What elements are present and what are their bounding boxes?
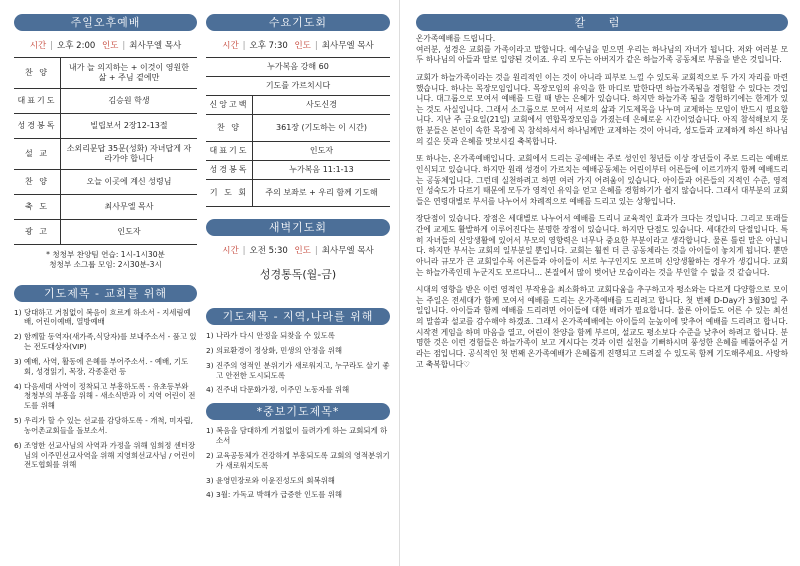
service-leader: 최사무엘 목사 — [129, 41, 182, 51]
time-label: 시간 — [29, 41, 47, 51]
list-item: 4) 진주내 다문화가정, 이주민 노동자를 위해 — [206, 385, 350, 395]
table-cell: 361장 (기도하는 이 시간) — [253, 115, 391, 142]
prayer-nation-title: 기도제목 - 지역,나라를 위해 — [206, 308, 390, 325]
wednesday-service-title: 수요기도회 — [206, 14, 390, 31]
table-cell: 찬 양 — [14, 170, 61, 195]
list-item: 4) 3월: 가독교 박해가 급증한 인도를 위해 — [206, 490, 343, 500]
table-row — [206, 115, 390, 142]
table-row — [14, 58, 197, 89]
list-item: 5) 우리가 할 수 있는 선교를 감당하도록 - 개척, 미자립, 농어촌교회들을 돌보소서. — [14, 416, 193, 435]
prayer-church-title: 기도제목 - 교회를 위해 — [14, 285, 197, 302]
table-row — [14, 89, 197, 114]
list-item: 3) 진주의 영적인 분위기가 새로워지고, 누구라도 살기 좋고 안전한 도시되도록 — [206, 360, 390, 380]
table-cell: 내가 늘 의지하는 + 이것이 영원한 삶 + 주님 곁에만 — [61, 58, 198, 89]
column-paragraph: 시대의 영향을 받은 이런 영적인 부작용을 최소화하고 교회다움을 추구하고자 평소와는 다르게 다양함으로 모이는 주일은 전세대가 함께 모여서 예배를 드리는 온가족예배를 드리려고 합니다. 첫 번째 D-Day가 3월30일 주일입니다. 아이들과 함께 예배를 드리려면 어이들에 대한 배려가 필요합니다. 물론 아이들도 어른 수 있는 최선의 말씀과 설교를 감수해야 하겠죠. 그래서 온가족예배에는 아이들의 눈높이에 맞추어 예배를 드리려고 합니다. 시작전 게임을 하며 마음을 열고, 어린이 찬양을 함께 부르며, 설교도 평소보다 수준을 낮추어 하려고 합니다. 분명한 것은 이런 경험들은 하늘가족이 보고 게시다는 것과 이런 실천을 기뻐하시며 풍성한 은혜를 베풀어주실 거라는 점입니다. 공식적인 첫 번째 온가족예배가 은혜롭게 진행되고 드려질 수 있도록 함께 기도해주세요. 사랑하고 축복합니다♡ — [416, 285, 788, 369]
list-item: 3) 윤영민장로와 이윤진성도의 회복위해 — [206, 475, 335, 485]
table-cell: 찬 양 — [14, 58, 61, 89]
column-paragraph: 또 하나는, 온가족예배입니다. 교회에서 드리는 공예배는 주로 성인인 청년들 이상 장년들이 주로 드리는 예배로 인식되고 있습니다. 하지만 원래 성경이 가르치는 예배공동체는 어린이부터 어른들에 이르기까지 함께 예배드리는 공동체입니다. 그런데 실천하려고 하면 여러 가지 어려움이 있습니다. 아이들과 어른들의 지적인 수준, 영적인 성숙도가 다르기 때문에 모두가 영적인 유익을 얻고 은혜를 경험하기가 쉽지 않습니다. 그래서 대부분의 교회들은 연령대별로 부서를 나누어서 차례적으로 예배를 드리고 있는 상황입니다. — [416, 154, 788, 206]
right-page — [402, 0, 800, 566]
page-divider — [399, 0, 400, 566]
list-item: 4) 다음세대 사역이 정착되고 부흥하도록 - 유초등부와 청청부의 부흥을 위해 - 새소식반과 이 지역 어린이 전도를 위해 — [14, 381, 196, 411]
prayer-nation-list — [206, 331, 390, 395]
table-row — [206, 142, 390, 161]
service-time: 오후 2:00 — [57, 41, 96, 51]
wednesday-order-table — [206, 57, 390, 207]
prayer-church-list — [14, 308, 197, 471]
dawn-service-info: 시간 | 오전 5:30 인도 | 최사무엘 목사 — [222, 246, 374, 256]
list-item: 1) 복음을 담대하게 거침없이 들려가게 하는 교회되게 하소서 — [206, 426, 388, 446]
list-item: 2) 교육공동체가 건강하게 부흥되도록 교회의 영적분위기가 새로워지도록 — [206, 450, 390, 470]
list-item: 1) 나라가 다시 안정을 되찾을 수 있도록 — [206, 331, 335, 340]
table-cell: 광 고 — [14, 220, 61, 245]
table-row — [14, 139, 197, 170]
table-cell: 오늘 이곳에 계신 성령님 — [61, 170, 198, 195]
leader-label: 인도 — [101, 41, 119, 51]
list-item: 2) 함께할 동역자(새가족,식당자)를 보내주소서 - 품고 있는 전도대상자(VIP) — [14, 332, 197, 352]
column-paragraph: 교회가 하늘가족이라는 것을 원리적인 이는 것이 아니라 피부로 느낄 수 있도록 교회적으로 두 가지 자리를 마련했습니다. 하나는 목장모임입니다. 목장모임의 유익을 한 마디로 말한다면 하늘가족됨을 경험할 수 있다는 것입니다. 대그룹으로 모여서 예배를 드릴 때 받는 은혜가 있습니다. 하지만 하늘가족 됨을 경험하기에는 한계가 있는 것도 사실입니다. 그래서 소그룹으로 모여서 서로의 삶과 기도제목을 나누며 교제하는 모임이 반드시 필요합니다. 지난 주 금요일(21일) 교회에서 연합목장모임을 가졌는데 은혜로운 시간이었습니다. 아직 참석해보지 못한 분들은 본인이 속한 목장에 꼭 참석하셔서 하나님께만 교제하는 것이 아니라, 성도들과 교제하게 하신 하나님의 깊은 뜻과 은혜를 맛보시길 축복합니다. — [416, 72, 788, 146]
column-paragraph: 온가족예배를 드립니다. 여러분, 성경은 교회를 가족이라고 말합니다. 예수님을 믿으면 우리는 하나님의 자녀가 됩니다. 저와 여러분 모두 하나님의 아들과 딸로 입양된 것이죠. 우리 모두는 아버지가 같은 하늘가족 공동체로 부름을 받은 것입니다. — [416, 34, 788, 65]
table-row — [206, 161, 390, 180]
column-title: 칼 럼 — [416, 14, 788, 31]
table-cell: 최사무엘 목사 — [61, 195, 198, 220]
table-cell: 성경봉독 — [14, 114, 61, 139]
left-column — [14, 14, 197, 475]
table-cell: 기 도 회 — [206, 180, 253, 207]
table-cell: 기도를 가르치시다 — [206, 77, 390, 96]
table-cell: 사도신경 — [253, 96, 391, 115]
sunday-service-title: 주일오후예배 — [14, 14, 197, 31]
choir-note: * 청청부 찬양팀 연습: 1시-1시30분 청청부 소그룹 모임: 2시30분-3시 — [46, 250, 165, 270]
column-body — [416, 34, 788, 377]
wednesday-service-info: 시간 | 오후 7:30 인도 | 최사무엘 목사 — [222, 41, 374, 51]
table-cell: 축 도 — [14, 195, 61, 220]
table-cell: 인도자 — [61, 220, 198, 245]
list-item: 3) 예배, 사역, 활동에 은혜를 부어주소서. - 예배, 기도회, 성경읽기, 목장, 각종훈련 등 — [14, 356, 189, 376]
table-cell: 대표기도 — [206, 142, 253, 161]
table-cell: 누가복음 11:1-13 — [253, 161, 391, 180]
dawn-service-title: 새벽기도회 — [206, 219, 390, 236]
table-row — [14, 114, 197, 139]
table-cell: 설 교 — [14, 139, 61, 170]
table-row — [14, 220, 197, 245]
table-cell: 대표기도 — [14, 89, 61, 114]
table-cell: 주의 보좌로 + 우리 함께 기도해 — [253, 180, 391, 207]
table-row — [14, 195, 197, 220]
intercession-list — [206, 426, 390, 500]
dawn-service-text: 성경통독(월-금) — [259, 268, 337, 281]
list-item: 2) 의료환경이 정상화, 민생의 안정을 위해 — [206, 345, 342, 355]
table-row — [206, 96, 390, 115]
table-cell: 찬 양 — [206, 115, 253, 142]
table-cell: 빌립보서 2장12-13절 — [61, 114, 198, 139]
table-cell: 소외리문답 35문(성화) 자녀답게 자라가야 합니다 — [61, 139, 198, 170]
intercession-title: *중보기도제목* — [206, 403, 390, 420]
table-cell: 누가복음 강해 60 — [206, 58, 390, 77]
sunday-service-info: 시간 | 오후 2:00 인도 | 최사무엘 목사 — [29, 41, 182, 51]
table-row — [206, 77, 390, 96]
list-item: 6) 조영한 선교사님의 사역과 가정을 위해 임희정 센터장님의 이주민선교사역을 위해 지영희선교사님 / 어린이전도협회를 위해 — [14, 440, 196, 470]
table-cell: 김승원 학생 — [61, 89, 198, 114]
table-cell: 신앙고백 — [206, 96, 253, 115]
table-cell: 인도자 — [253, 142, 391, 161]
table-row — [206, 180, 390, 207]
table-row — [206, 58, 390, 77]
sunday-order-table — [14, 57, 197, 245]
column-paragraph: 장단점이 있습니다. 장점은 세대별로 나누어서 예배를 드리니 교육적인 효과가 크다는 것입니다. 그리고 또래들 간에 교제도 활발하게 이루어진다는 분명한 장점이 있습니다. 하지만 단점도 있습니다. 세대간의 단절입니다. 특히 자녀들의 신앙생활에 있어서 부모의 영향력은 너무나 중요한 부분이라고 생각합니다. 물론 틀린 말은 아닙니다. 하지만 부서는 교회의 일부분일 뿐입니다. 교회는 훨씬 더 큰 공동체라는 것을 아이들이 놓치게 됩니다. 뿐만 아니라 규모가 큰 교회일수록 어른들과 아이들이 서로 누구인지도 모르며 신앙생활하는 경우가 생깁니다. 교회는 하늘가족인데 누군지도 모르다니... 본질에서 많이 벗어난 모습이라는 것을 부인할 수 없을 것 같습니다. — [416, 214, 788, 277]
right-column — [206, 14, 390, 505]
list-item: 1) 당대하고 거침없이 복음이 흐르게 하소서 - 지세림예배, 어린이예배, 열방예배 — [14, 307, 191, 327]
table-cell: 성경봉독 — [206, 161, 253, 180]
table-row — [14, 170, 197, 195]
